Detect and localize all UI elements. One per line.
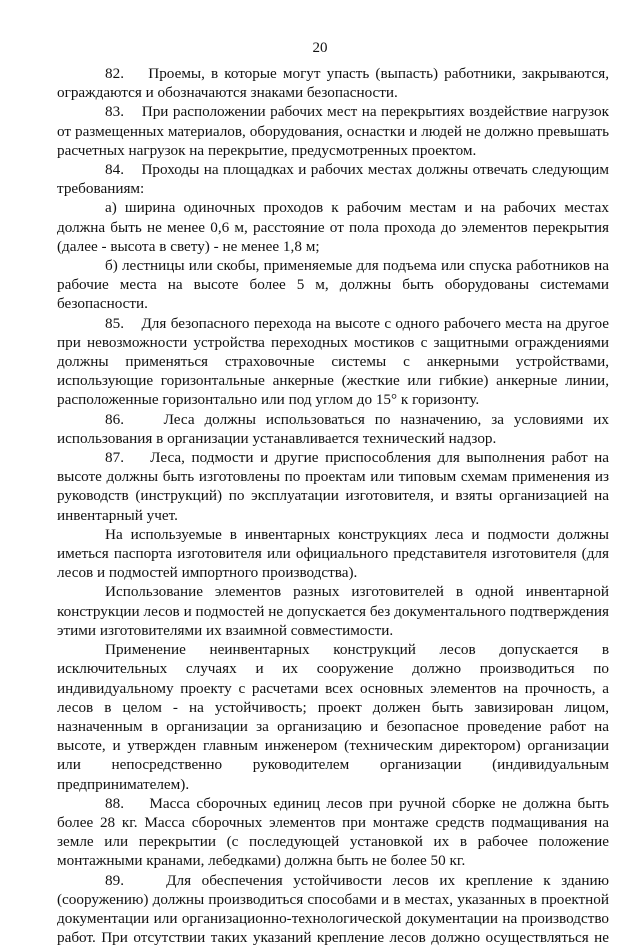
paragraph-87-compatibility: Использование элементов разных изготовителей в одной инвентарной конструкции лесов и подмостей не допускается без документального подтверждения этими изготовителями их взаимной совместимости. [57,583,609,639]
paragraph-86: 86. Леса должны использоваться по назначению, за условиями их использования в организации устанавливается технический надзор. [57,410,609,447]
document-body [57,64,609,947]
page-number: 20 [312,40,328,56]
paragraph-84-a: а) ширина одиночных проходов к рабочим местам и на рабочих местах должна быть не менее 0,6 м, расстояние от пола прохода до элементов перекрытия (далее - высота в свету) - не менее 1,8 м; [57,199,609,255]
paragraph-82: 82. Проемы, в которые могут упасть (выпасть) работники, закрываются, ограждаются и обозначаются знаками безопасности. [57,65,609,102]
paragraph-87: 87. Леса, подмости и другие приспособления для выполнения работ на высоте должны быть изготовлены по проектам или типовым схемам применения из руководств (инструкций) по эксплуатации изготовителя, и взяты организацией на инвентарный учет. [57,449,609,524]
paragraph-89: 89. Для обеспечения устойчивости лесов их крепление к зданию (сооружению) должны производиться способами и в местах, указанных в проектной документации или организационно-технологической документации на производство работ. При отсутствии таких указаний крепление лесов должно осуществляться не [57,871,609,947]
paragraph-83: 83. При расположении рабочих мест на перекрытиях воздействие нагрузок от размещенных материалов, оборудования, оснастки и людей не должно превышать расчетных нагрузок на перекрытие, предусмотренных проектом. [57,103,609,159]
paragraph-85: 85. Для безопасного перехода на высоте с одного рабочего места на другое при невозможности устройства переходных мостиков с защитными ограждениями должны применяться страховочные системы с анкерными устройствами, использующие горизонтальные анкерные (жесткие или гибкие) анкерные линии, расположенные горизонтально или под углом до 15° к горизонту. [57,314,609,409]
paragraph-87-non-inventory: Применение неинвентарных конструкций лесов допускается в исключительных случаях и их сооружение должно производиться по индивидуальному проекту с расчетами всех основных элементов на прочность, а лесов в целом - на устойчивость; проект должен быть завизирован лицом, назначенным в организации за организацию и безопасное проведение работ на высоте, и утвержден главным инженером (техническим директором) организации или непосредственно руководителем организации (индивидуальным предпринимателем). [57,641,609,793]
paragraph-87-passports: На используемые в инвентарных конструкциях леса и подмости должны иметься паспорта изготовителя или официального представителя изготовителя (для лесов и подмостей импортного производства). [57,525,609,582]
paragraph-84: 84. Проходы на площадках и рабочих местах должны отвечать следующим требованиям: [57,161,609,198]
paragraph-84-b: б) лестницы или скобы, применяемые для подъема или спуска работников на рабочие места на высоте более 5 м, должны быть оборудованы системами безопасности. [57,257,609,313]
paragraph-88: 88. Масса сборочных единиц лесов при ручной сборке не должна быть более 28 кг. Масса сборочных элементов при монтаже средств подмащивания на земле или перекрытии (с последующей установкой их в рабочее положение монтажными кранами, лебедками) должна быть не более 50 кг. [57,794,609,870]
